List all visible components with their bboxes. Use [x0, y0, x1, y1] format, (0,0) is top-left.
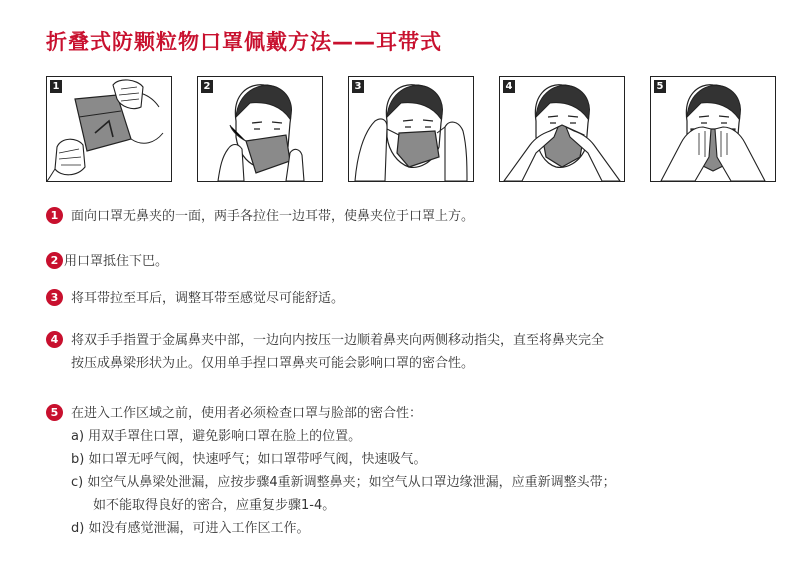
ear-loops-drawing — [349, 77, 473, 181]
step-2-illustration — [197, 76, 323, 182]
nose-clip-press-drawing — [500, 77, 624, 181]
check-item-c: c) 如空气从鼻梁处泄漏，应按步骤4重新调整鼻夹；如空气从口罩边缘泄漏，应重新调整头带； — [71, 475, 616, 490]
step-text: 将双手手指置于金属鼻夹中部，一边向内按压一边顺着鼻夹向两侧移动指尖，直至将鼻夹完全 — [71, 333, 605, 348]
panel-number: 1 — [50, 80, 62, 93]
page-title: 折叠式防颗粒物口罩佩戴方法——耳带式 — [46, 30, 442, 54]
check-item-d: d) 如没有感觉泄漏，可进入工作区工作。 — [71, 521, 310, 536]
step-3 — [46, 287, 344, 310]
check-item-b: b) 如口罩无呼气阀，快速呼气；如口罩带呼气阀，快速吸气。 — [71, 452, 427, 467]
step-number-badge: 2 — [46, 252, 63, 269]
step-4 — [46, 329, 604, 375]
step-text: 用口罩抵住下巴。 — [64, 254, 169, 269]
panel-number: 4 — [503, 80, 515, 93]
check-item-a: a) 用双手罩住口罩，避免影响口罩在脸上的位置。 — [71, 429, 362, 444]
step-number-badge: 3 — [46, 289, 63, 306]
step-number-badge: 4 — [46, 331, 63, 348]
step-5-illustration — [650, 76, 776, 182]
step-4-illustration — [499, 76, 625, 182]
step-number-badge: 1 — [46, 207, 63, 224]
step-number-badge: 5 — [46, 404, 63, 421]
step-text: 面向口罩无鼻夹的一面，两手各拉住一边耳带，使鼻夹位于口罩上方。 — [71, 209, 475, 224]
panel-number: 5 — [654, 80, 666, 93]
panel-number: 2 — [201, 80, 213, 93]
mask-at-chin-drawing — [198, 77, 322, 181]
step-2 — [46, 250, 168, 273]
step-text: 在进入工作区域之前，使用者必须检查口罩与脸部的密合性： — [71, 406, 423, 421]
check-item-c-continued: 如不能取得良好的密合，应重复步骤1-4。 — [93, 498, 336, 513]
step-text-continued: 按压成鼻梁形状为止。仅用单手捏口罩鼻夹可能会影响口罩的密合性。 — [71, 356, 475, 371]
step-text: 将耳带拉至耳后，调整耳带至感觉尽可能舒适。 — [71, 291, 345, 306]
panel-number: 3 — [352, 80, 364, 93]
seal-check-drawing — [651, 77, 775, 181]
mask-in-hands-drawing — [47, 77, 171, 181]
step-1-illustration — [46, 76, 172, 182]
illustration-strip — [46, 76, 746, 182]
step-1 — [46, 205, 474, 228]
step-3-illustration — [348, 76, 474, 182]
step-5 — [46, 402, 616, 540]
